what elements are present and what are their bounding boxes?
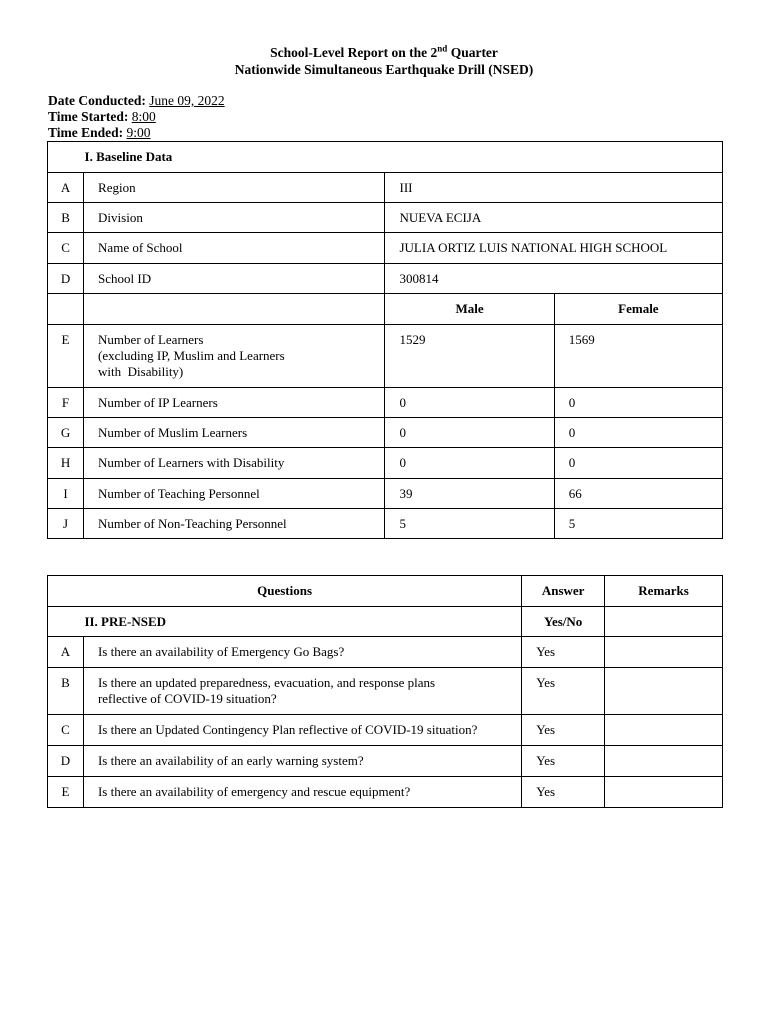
question-remarks: [605, 668, 723, 715]
question-remarks: [605, 715, 723, 746]
time-ended: [48, 125, 151, 141]
male-header: Male: [385, 294, 554, 325]
row-letter: B: [48, 203, 84, 233]
question-row: [48, 777, 723, 808]
empty-cell: [84, 294, 385, 325]
row-value: III: [385, 173, 723, 203]
row-label: Number of IP Learners: [84, 388, 385, 418]
question-row: [48, 746, 723, 777]
row-letter: E: [48, 325, 84, 388]
date-label: Date Conducted:: [48, 93, 146, 108]
question-answer: Yes: [522, 746, 605, 777]
baseline-section-title: I. Baseline Data: [84, 142, 723, 173]
learners-label: [84, 325, 385, 388]
pre-nsed-corner-cell: [48, 607, 84, 637]
table-row: [48, 173, 723, 203]
row-label: School ID: [84, 264, 385, 294]
row-letter: H: [48, 448, 84, 479]
learners-label-line2: (excluding IP, Muslim and Learners: [98, 348, 285, 363]
question-remarks: [605, 746, 723, 777]
learners-female: 1569: [554, 325, 722, 388]
questions-header-row: [48, 576, 723, 607]
row-label: Number of Teaching Personnel: [84, 479, 385, 509]
end-label: Time Ended:: [48, 125, 124, 140]
date-conducted: [48, 93, 225, 109]
row-female: 66: [554, 479, 722, 509]
question-answer: Yes: [522, 715, 605, 746]
table-row: [48, 388, 723, 418]
table-row: [48, 233, 723, 264]
start-label: Time Started:: [48, 109, 129, 124]
question-text: Is there an availability of emergency and rescue equipment?: [83, 777, 521, 808]
learners-label-line1: Number of Learners: [98, 332, 204, 347]
row-label: Number of Muslim Learners: [84, 418, 385, 448]
start-value: 8:00: [131, 109, 156, 124]
end-value: 9:00: [126, 125, 151, 140]
row-value: 300814: [385, 264, 723, 294]
answer-header: Answer: [522, 576, 605, 607]
row-male: 0: [385, 448, 554, 479]
question-letter: D: [48, 746, 84, 777]
question-answer: Yes: [522, 637, 605, 668]
table-row: [48, 448, 723, 479]
question-text-line1: Is there an updated preparedness, evacuation, and response plans: [97, 675, 436, 690]
yes-no-header: Yes/No: [522, 607, 605, 637]
row-male: 39: [385, 479, 554, 509]
learners-male: 1529: [385, 325, 554, 388]
row-female: 0: [554, 448, 722, 479]
baseline-corner-cell: [48, 142, 84, 173]
learners-label-line3: with Disability): [98, 364, 184, 379]
report-title-line1: [0, 44, 768, 61]
table-row: [48, 418, 723, 448]
gender-header-row: [48, 294, 723, 325]
time-started: [48, 109, 156, 125]
question-row: [48, 637, 723, 668]
row-male: 0: [385, 388, 554, 418]
table-row: [48, 479, 723, 509]
question-letter: B: [48, 668, 84, 715]
question-letter: A: [48, 637, 84, 668]
row-letter: A: [48, 173, 84, 203]
question-row: [48, 715, 723, 746]
question-answer: Yes: [522, 777, 605, 808]
baseline-section-row: [48, 142, 723, 173]
row-label: Region: [84, 173, 385, 203]
question-letter: E: [48, 777, 84, 808]
question-text: Is there an availability of an early warning system?: [83, 746, 521, 777]
baseline-table: [47, 141, 723, 539]
row-male: 0: [385, 418, 554, 448]
row-label: Name of School: [84, 233, 385, 264]
question-remarks: [605, 777, 723, 808]
row-value: JULIA ORTIZ LUIS NATIONAL HIGH SCHOOL: [385, 233, 723, 264]
row-letter: D: [48, 264, 84, 294]
question-text: Is there an Updated Contingency Plan reflective of COVID-19 situation?: [83, 715, 521, 746]
question-letter: C: [48, 715, 84, 746]
row-letter: I: [48, 479, 84, 509]
row-letter: G: [48, 418, 84, 448]
question-remarks: [605, 637, 723, 668]
question-text-line2: reflective of COVID-19 situation?: [97, 691, 277, 706]
title-superscript: nd: [437, 43, 448, 54]
question-answer: Yes: [522, 668, 605, 715]
row-letter: F: [48, 388, 84, 418]
row-female: 0: [554, 418, 722, 448]
learners-row: [48, 325, 723, 388]
pre-nsed-section-title: II. PRE-NSED: [83, 607, 521, 637]
title-text-pre: School-Level Report on the 2: [270, 45, 438, 60]
row-label: Division: [84, 203, 385, 233]
question-row: [48, 668, 723, 715]
pre-nsed-table: [47, 575, 723, 808]
report-title-line2: Nationwide Simultaneous Earthquake Drill (NSED): [234, 62, 534, 77]
row-female: 5: [554, 509, 722, 539]
table-row: [48, 509, 723, 539]
questions-header: Questions: [48, 576, 522, 607]
empty-cell: [48, 294, 84, 325]
row-female: 0: [554, 388, 722, 418]
row-value: NUEVA ECIJA: [385, 203, 723, 233]
row-male: 5: [385, 509, 554, 539]
question-text: Is there an availability of Emergency Go Bags?: [83, 637, 521, 668]
table-row: [48, 264, 723, 294]
female-header: Female: [554, 294, 722, 325]
row-label: Number of Non-Teaching Personnel: [84, 509, 385, 539]
pre-nsed-section-row: [48, 607, 723, 637]
date-value: June 09, 2022: [149, 93, 225, 108]
table-row: [48, 203, 723, 233]
row-letter: J: [48, 509, 84, 539]
question-text: [83, 668, 521, 715]
remarks-cell: [605, 607, 723, 637]
row-letter: C: [48, 233, 84, 264]
title-text-post: Quarter: [447, 45, 498, 60]
remarks-header: Remarks: [605, 576, 723, 607]
row-label: Number of Learners with Disability: [84, 448, 385, 479]
